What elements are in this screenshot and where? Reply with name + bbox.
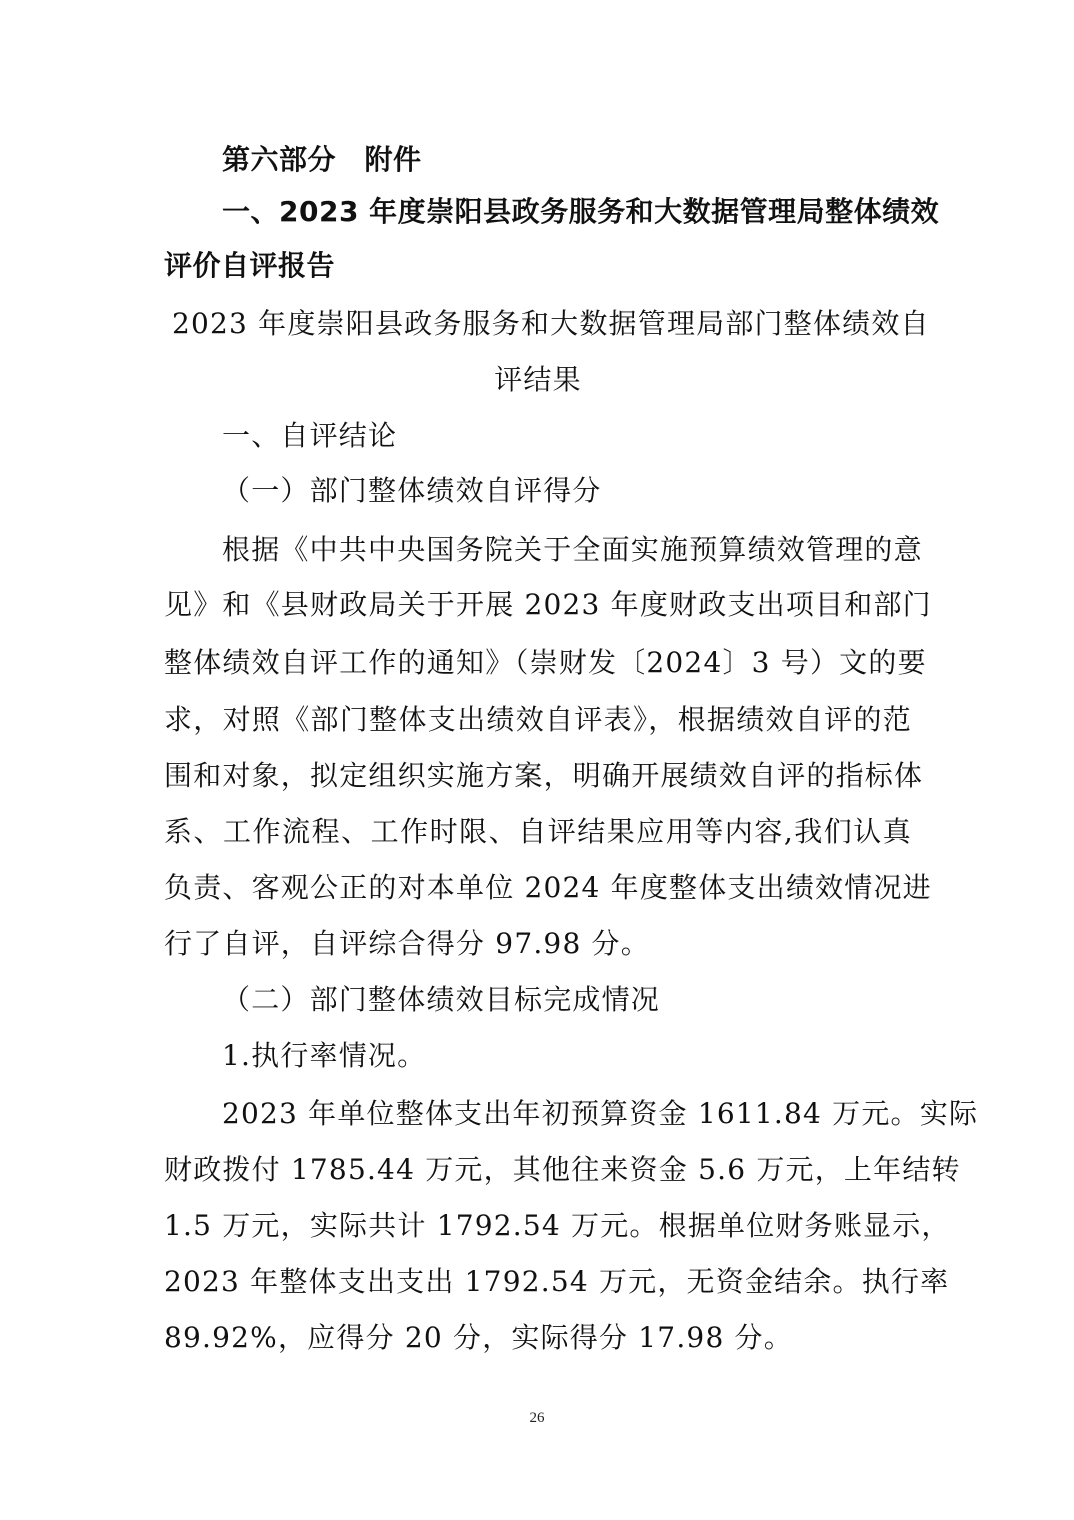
score-heading: （一）部门整体绩效自评得分 — [222, 474, 602, 507]
execution-paragraph-line: 89.92%，应得分 20 分，实际得分 17.98 分。 — [164, 1321, 793, 1354]
score-paragraph-line: 围和对象，拟定组织实施方案，明确开展绩效自评的指标体 — [164, 759, 924, 792]
execution-paragraph-line: 2023 年整体支出支出 1792.54 万元，无资金结余。执行率 — [164, 1265, 950, 1298]
conclusion-heading: 一、自评结论 — [222, 419, 398, 452]
score-paragraph-line: 整体绩效自评工作的通知》（崇财发〔2024〕3 号）文的要 — [164, 646, 927, 679]
result-title-line-2: 评结果 — [494, 363, 582, 396]
report-title-line-2: 评价自评报告 — [164, 249, 336, 282]
execution-paragraph-line: 财政拨付 1785.44 万元，其他往来资金 5.6 万元，上年结转 — [164, 1153, 961, 1186]
execution-heading: 1.执行率情况。 — [222, 1039, 427, 1072]
target-heading: （二）部门整体绩效目标完成情况 — [222, 983, 661, 1016]
score-paragraph-line: 行了自评，自评综合得分 97.98 分。 — [164, 927, 650, 960]
section-heading: 第六部分 附件 — [222, 143, 422, 176]
score-paragraph-line: 根据《中共中央国务院关于全面实施预算绩效管理的意 — [222, 533, 923, 566]
execution-paragraph-line: 1.5 万元，实际共计 1792.54 万元。根据单位财务账显示， — [164, 1209, 951, 1242]
score-paragraph-line: 求，对照《部门整体支出绩效自评表》，根据绩效自评的范 — [164, 703, 912, 736]
score-paragraph-line: 负责、客观公正的对本单位 2024 年度整体支出绩效情况进 — [164, 871, 932, 904]
page-number: 26 — [529, 1410, 545, 1426]
score-paragraph-line: 系、工作流程、工作时限、自评结果应用等内容,我们认真 — [164, 815, 912, 848]
score-paragraph-line: 见》和《县财政局关于开展 2023 年度财政支出项目和部门 — [164, 588, 932, 621]
report-title-line-1: 一、2023 年度崇阳县政务服务和大数据管理局整体绩效 — [222, 195, 940, 228]
execution-paragraph-line: 2023 年单位整体支出年初预算资金 1611.84 万元。实际 — [222, 1097, 979, 1130]
result-title-line-1: 2023 年度崇阳县政务服务和大数据管理局部门整体绩效自 — [172, 307, 930, 340]
